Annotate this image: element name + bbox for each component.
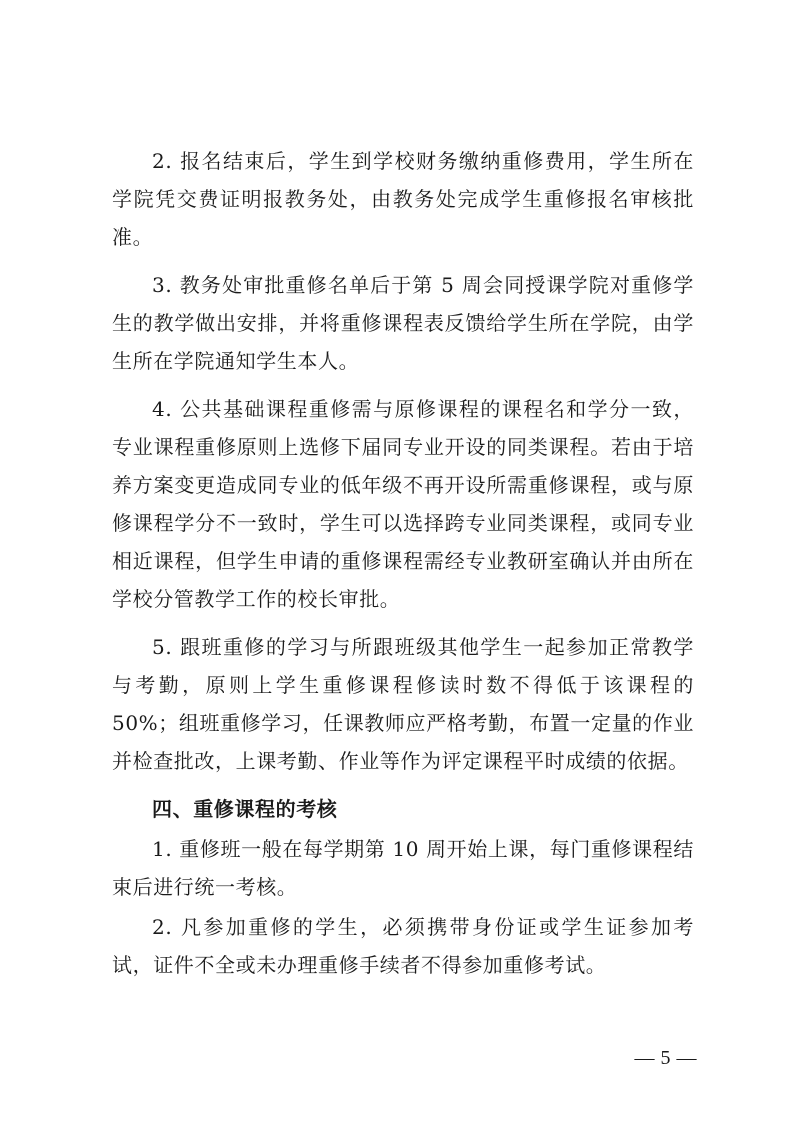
paragraph-attendance: 5. 跟班重修的学习与所跟班级其他学生一起参加正常教学与考勤，原则上学生重修课程修读时数不得低于该课程的 50%；组班重修学习，任课教师应严格考勤，布置一定量的作业并检查批改，上课考勤、作业等作为评定课程平时成绩的依据。 — [112, 635, 694, 773]
paragraph-registration-fee: 2. 报名结束后，学生到学校财务缴纳重修费用，学生所在学院凭交费证明报教务处，由教务处完成学生重修报名审核批准。 — [112, 149, 694, 249]
page-number: — 5 — — [634, 1047, 697, 1069]
document-body — [112, 142, 694, 984]
section-heading-assessment: 四、重修课程的考核 — [152, 797, 338, 821]
paragraph-exam-identification: 2. 凡参加重修的学生，必须携带身份证或学生证参加考试，证件不全或未办理重修手续者不得参加重修考试。 — [112, 915, 694, 977]
paragraph-start-week: 1. 重修班一般在每学期第 10 周开始上课，每门重修课程结束后进行统一考核。 — [112, 837, 694, 899]
paragraph-retake-schedule: 3. 教务处审批重修名单后于第 5 周会同授课学院对重修学生的教学做出安排，并将重修课程表反馈给学生所在学院，由学生所在学院通知学生本人。 — [112, 273, 694, 373]
paragraph-course-selection: 4. 公共基础课程重修需与原修课程的课程名和学分一致，专业课程重修原则上选修下届同专业开设的同类课程。若由于培养方案变更造成同专业的低年级不再开设所需重修课程，或与原修课程学分不一致时，学生可以选择跨专业同类课程，或同专业相近课程，但学生申请的重修课程需经专业教研室确认并由所在学校分管教学工作的校长审批。 — [112, 397, 694, 611]
